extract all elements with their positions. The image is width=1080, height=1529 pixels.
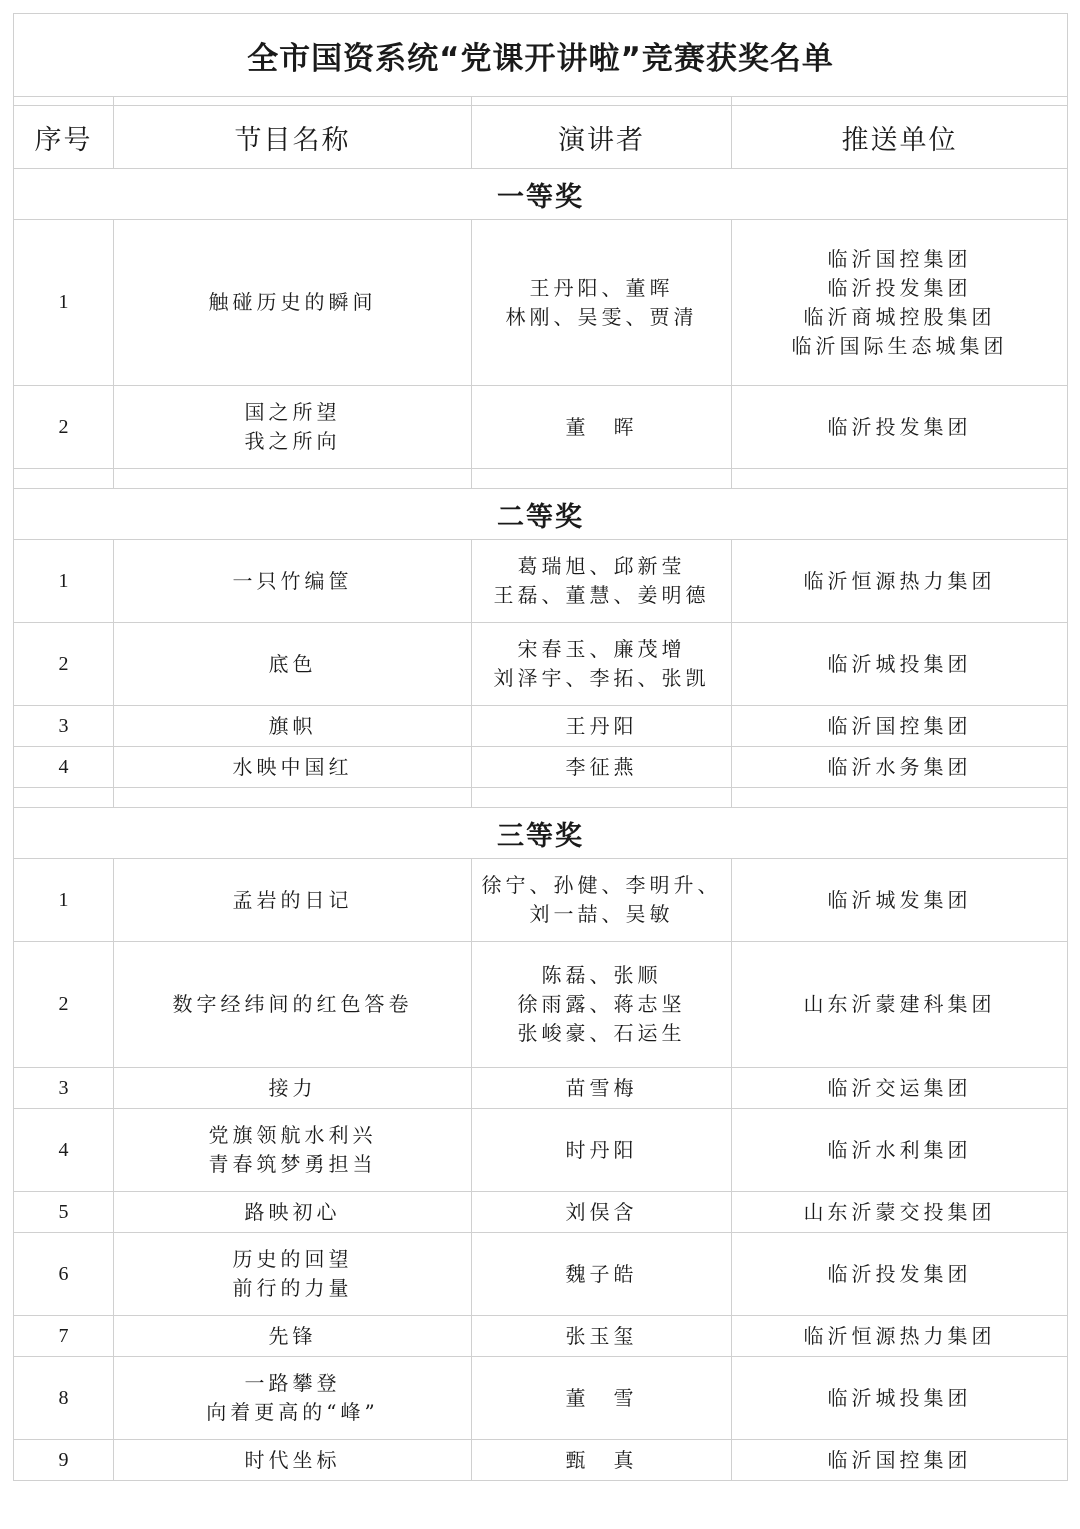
unit-names-line: 临沂投发集团 — [827, 414, 972, 439]
unit-names — [732, 386, 1068, 469]
section-title: 二等奖 — [14, 489, 1068, 540]
program-name-line: 旗帜 — [268, 713, 317, 738]
row-index: 2 — [14, 386, 114, 469]
speaker-names-line: 王丹阳、董晖 — [529, 275, 674, 300]
unit-names-line: 临沂水利集团 — [827, 1137, 972, 1162]
unit-names-line: 临沂国控集团 — [827, 246, 972, 271]
table-row — [14, 1068, 1068, 1109]
table-row — [14, 540, 1068, 623]
program-name-line: 接力 — [268, 1075, 317, 1100]
speaker-names-line: 宋春玉、廉茂增 — [517, 637, 686, 661]
program-name-line: 时代坐标 — [244, 1447, 341, 1472]
header-index: 序号 — [14, 106, 114, 169]
row-index: 1 — [14, 859, 114, 942]
speaker-names-line: 徐宁、孙健、李明升、 — [481, 873, 722, 897]
unit-names-line: 临沂城发集团 — [827, 887, 972, 912]
unit-names-line: 山东沂蒙交投集团 — [803, 1199, 996, 1224]
speaker-names-line: 刘俣含 — [565, 1199, 638, 1224]
unit-names-line: 临沂水务集团 — [827, 754, 972, 779]
table-row — [14, 747, 1068, 788]
program-name-line: 前行的力量 — [232, 1276, 353, 1300]
unit-names — [732, 859, 1068, 942]
speaker-names — [472, 1068, 732, 1109]
program-name-line: 国之所望 — [244, 400, 341, 424]
table-row — [14, 1316, 1068, 1357]
speaker-names — [472, 1440, 732, 1481]
program-name-line: 数字经纬间的红色答卷 — [172, 992, 413, 1016]
speaker-names — [472, 1316, 732, 1357]
program-name-line: 底色 — [268, 651, 317, 676]
unit-names-line: 临沂交运集团 — [827, 1075, 972, 1100]
speaker-names-line: 葛瑞旭、邱新莹 — [517, 554, 686, 578]
program-name-line: 一只竹编筐 — [232, 568, 353, 593]
unit-names — [732, 1109, 1068, 1192]
speaker-names-line: 王丹阳 — [565, 713, 638, 738]
unit-names-line: 临沂恒源热力集团 — [803, 1323, 996, 1348]
unit-names — [732, 706, 1068, 747]
speaker-names-line: 刘一喆、吴敏 — [529, 902, 674, 926]
table-row — [14, 1357, 1068, 1440]
program-name-line: 历史的回望 — [232, 1247, 353, 1271]
row-index: 8 — [14, 1357, 114, 1440]
speaker-names-line: 刘泽宇、李拓、张凯 — [493, 666, 710, 690]
program-name — [114, 747, 472, 788]
speaker-names — [472, 220, 732, 386]
unit-names-line: 临沂城投集团 — [827, 1385, 972, 1410]
program-name-line: 路映初心 — [244, 1199, 341, 1224]
unit-names-line: 山东沂蒙建科集团 — [803, 992, 996, 1016]
unit-names — [732, 623, 1068, 706]
row-index: 1 — [14, 540, 114, 623]
program-name-line: 向着更高的“峰” — [206, 1400, 379, 1424]
unit-names-line: 临沂国控集团 — [827, 713, 972, 738]
table-row — [14, 220, 1068, 386]
row-index: 2 — [14, 942, 114, 1068]
program-name-line: 孟岩的日记 — [232, 887, 353, 912]
speaker-names — [472, 1192, 732, 1233]
program-name — [114, 859, 472, 942]
speaker-names-line: 陈磊、张顺 — [541, 963, 662, 987]
table-row — [14, 942, 1068, 1068]
speaker-names — [472, 1233, 732, 1316]
speaker-names-line: 苗雪梅 — [565, 1075, 638, 1100]
header-row — [14, 106, 1068, 169]
speaker-names — [472, 623, 732, 706]
program-name — [114, 386, 472, 469]
award-list-table — [13, 13, 1068, 1481]
speaker-names-line: 张玉玺 — [565, 1323, 638, 1348]
speaker-names — [472, 747, 732, 788]
unit-names-line: 临沂国控集团 — [827, 1447, 972, 1472]
speaker-names — [472, 1357, 732, 1440]
unit-names-line: 临沂商城控股集团 — [803, 304, 996, 329]
speaker-names-line: 魏子皓 — [565, 1261, 638, 1286]
program-name — [114, 942, 472, 1068]
program-name — [114, 540, 472, 623]
unit-names-line: 临沂投发集团 — [827, 1261, 972, 1286]
section-row — [14, 808, 1068, 859]
row-index: 1 — [14, 220, 114, 386]
speaker-names-line: 董 晖 — [565, 414, 638, 439]
header-program: 节目名称 — [114, 106, 472, 169]
speaker-names-line: 甄 真 — [565, 1447, 638, 1472]
speaker-names — [472, 942, 732, 1068]
table-row — [14, 706, 1068, 747]
section-row — [14, 489, 1068, 540]
program-name-line: 水映中国红 — [232, 754, 353, 779]
speaker-names-line: 张峻豪、石运生 — [517, 1021, 686, 1045]
program-name — [114, 706, 472, 747]
speaker-names-line: 徐雨露、蒋志坚 — [517, 992, 686, 1016]
program-name-line: 青春筑梦勇担当 — [208, 1152, 377, 1176]
program-name — [114, 623, 472, 706]
table-row — [14, 1192, 1068, 1233]
unit-names — [732, 1192, 1068, 1233]
unit-names — [732, 942, 1068, 1068]
row-index: 3 — [14, 706, 114, 747]
speaker-names-line: 时丹阳 — [565, 1137, 638, 1162]
table-row — [14, 1233, 1068, 1316]
program-name — [114, 1192, 472, 1233]
table-row — [14, 623, 1068, 706]
unit-names — [732, 220, 1068, 386]
speaker-names — [472, 706, 732, 747]
unit-names-line: 临沂投发集团 — [827, 275, 972, 300]
unit-names — [732, 747, 1068, 788]
program-name-line: 党旗领航水利兴 — [208, 1123, 377, 1147]
unit-names-line: 临沂城投集团 — [827, 651, 972, 676]
row-index: 5 — [14, 1192, 114, 1233]
table-row — [14, 1109, 1068, 1192]
program-name — [114, 1068, 472, 1109]
row-index: 7 — [14, 1316, 114, 1357]
unit-names — [732, 1068, 1068, 1109]
speaker-names — [472, 1109, 732, 1192]
unit-names — [732, 1233, 1068, 1316]
speaker-names-line: 王磊、董慧、姜明德 — [493, 583, 710, 607]
row-index: 6 — [14, 1233, 114, 1316]
table-row — [14, 386, 1068, 469]
header-speaker: 演讲者 — [472, 106, 732, 169]
program-name — [114, 1233, 472, 1316]
unit-names — [732, 1316, 1068, 1357]
speaker-names — [472, 540, 732, 623]
header-unit: 推送单位 — [732, 106, 1068, 169]
speaker-names — [472, 386, 732, 469]
section-row — [14, 169, 1068, 220]
row-index: 4 — [14, 1109, 114, 1192]
unit-names-line: 临沂恒源热力集团 — [803, 568, 996, 593]
speaker-names — [472, 859, 732, 942]
unit-names — [732, 1440, 1068, 1481]
program-name-line: 我之所向 — [244, 429, 341, 453]
table-row — [14, 859, 1068, 942]
program-name — [114, 1440, 472, 1481]
unit-names — [732, 540, 1068, 623]
program-name — [114, 220, 472, 386]
program-name-line: 触碰历史的瞬间 — [208, 290, 377, 314]
row-index: 4 — [14, 747, 114, 788]
unit-names — [732, 1357, 1068, 1440]
section-title: 三等奖 — [14, 808, 1068, 859]
speaker-names-line: 董 雪 — [565, 1385, 638, 1410]
table-row — [14, 1440, 1068, 1481]
section-title: 一等奖 — [14, 169, 1068, 220]
unit-names-line: 临沂国际生态城集团 — [791, 333, 1008, 358]
row-index: 9 — [14, 1440, 114, 1481]
row-index: 3 — [14, 1068, 114, 1109]
program-name — [114, 1316, 472, 1357]
page-title: 全市国资系统“党课开讲啦”竞赛获奖名单 — [14, 14, 1068, 97]
speaker-names-line: 李征燕 — [565, 754, 638, 779]
program-name — [114, 1109, 472, 1192]
program-name-line: 先锋 — [268, 1323, 317, 1348]
program-name — [114, 1357, 472, 1440]
speaker-names-line: 林刚、吴雯、贾清 — [505, 304, 698, 329]
program-name-line: 一路攀登 — [244, 1371, 341, 1395]
row-index: 2 — [14, 623, 114, 706]
